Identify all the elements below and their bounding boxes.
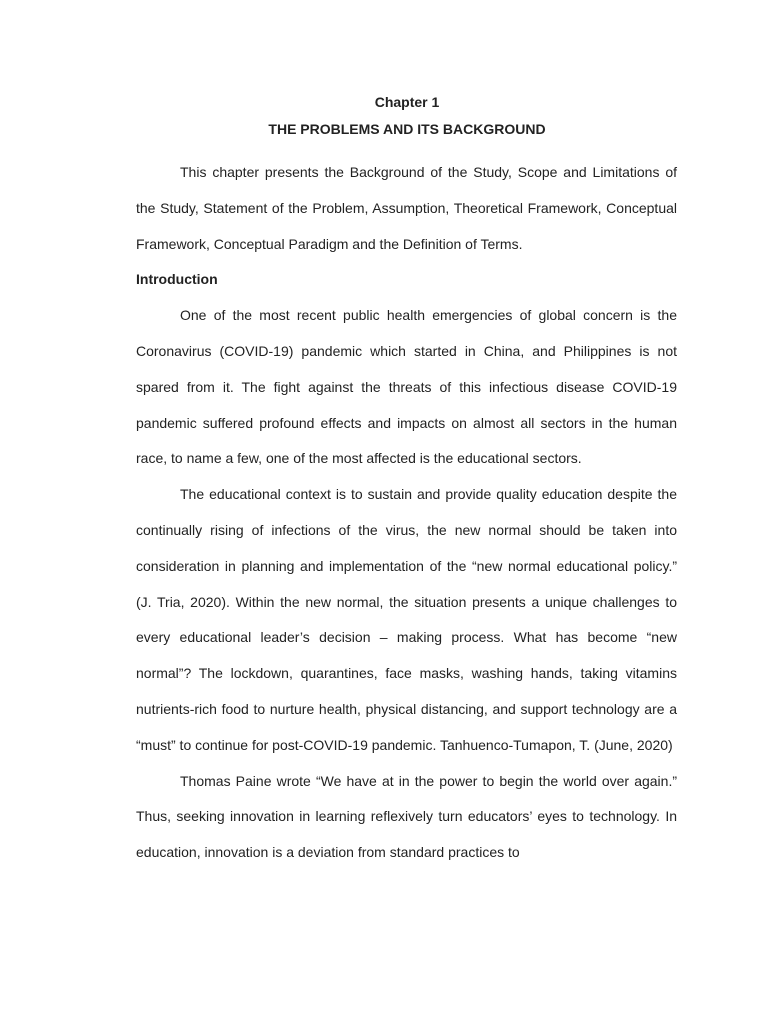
body-paragraph: Thomas Paine wrote “We have at in the power to begin the world over again.” Thus, seeking innovation in learning reflexively turn educators’ eyes to technology. In education, innovation is a deviation from standard practices to	[136, 772, 677, 861]
chapter-title: THE PROBLEMS AND ITS BACKGROUND	[268, 121, 546, 137]
section-heading-introduction: Introduction	[136, 271, 218, 288]
document-body	[136, 155, 677, 871]
body-paragraph: The educational context is to sustain and provide quality education despite the continually rising of infections of the virus, the new normal should be taken into consideration in planning and implementation of the “new normal educational policy.” (J. Tria, 2020). Within the new normal, the situation presents a unique challenges to every educational leader’s decision – making process. What has become “new normal”? The lockdown, quarantines, face masks, washing hands, taking vitamins nutrients-rich food to nurture health, physical distancing, and support technology are a “must” to continue for post-COVID-19 pandemic. Tanhuenco-Tumapon, T. (June, 2020)	[136, 486, 677, 753]
body-paragraph: One of the most recent public health emergencies of global concern is the Coronavirus (COVID-19) pandemic which started in China, and Philippines is not spared from it. The fight against the threats of this infectious disease COVID-19 pandemic suffered profound effects and impacts on almost all sectors in the human race, to name a few, one of the most affected is the educational sectors.	[136, 307, 677, 467]
intro-paragraph: This chapter presents the Background of the Study, Scope and Limitations of the Study, Statement of the Problem, Assumption, Theoretical Framework, Conceptual Framework, Conceptual Paradigm and the Definition of Terms.	[136, 164, 677, 252]
chapter-number: Chapter 1	[374, 94, 440, 110]
